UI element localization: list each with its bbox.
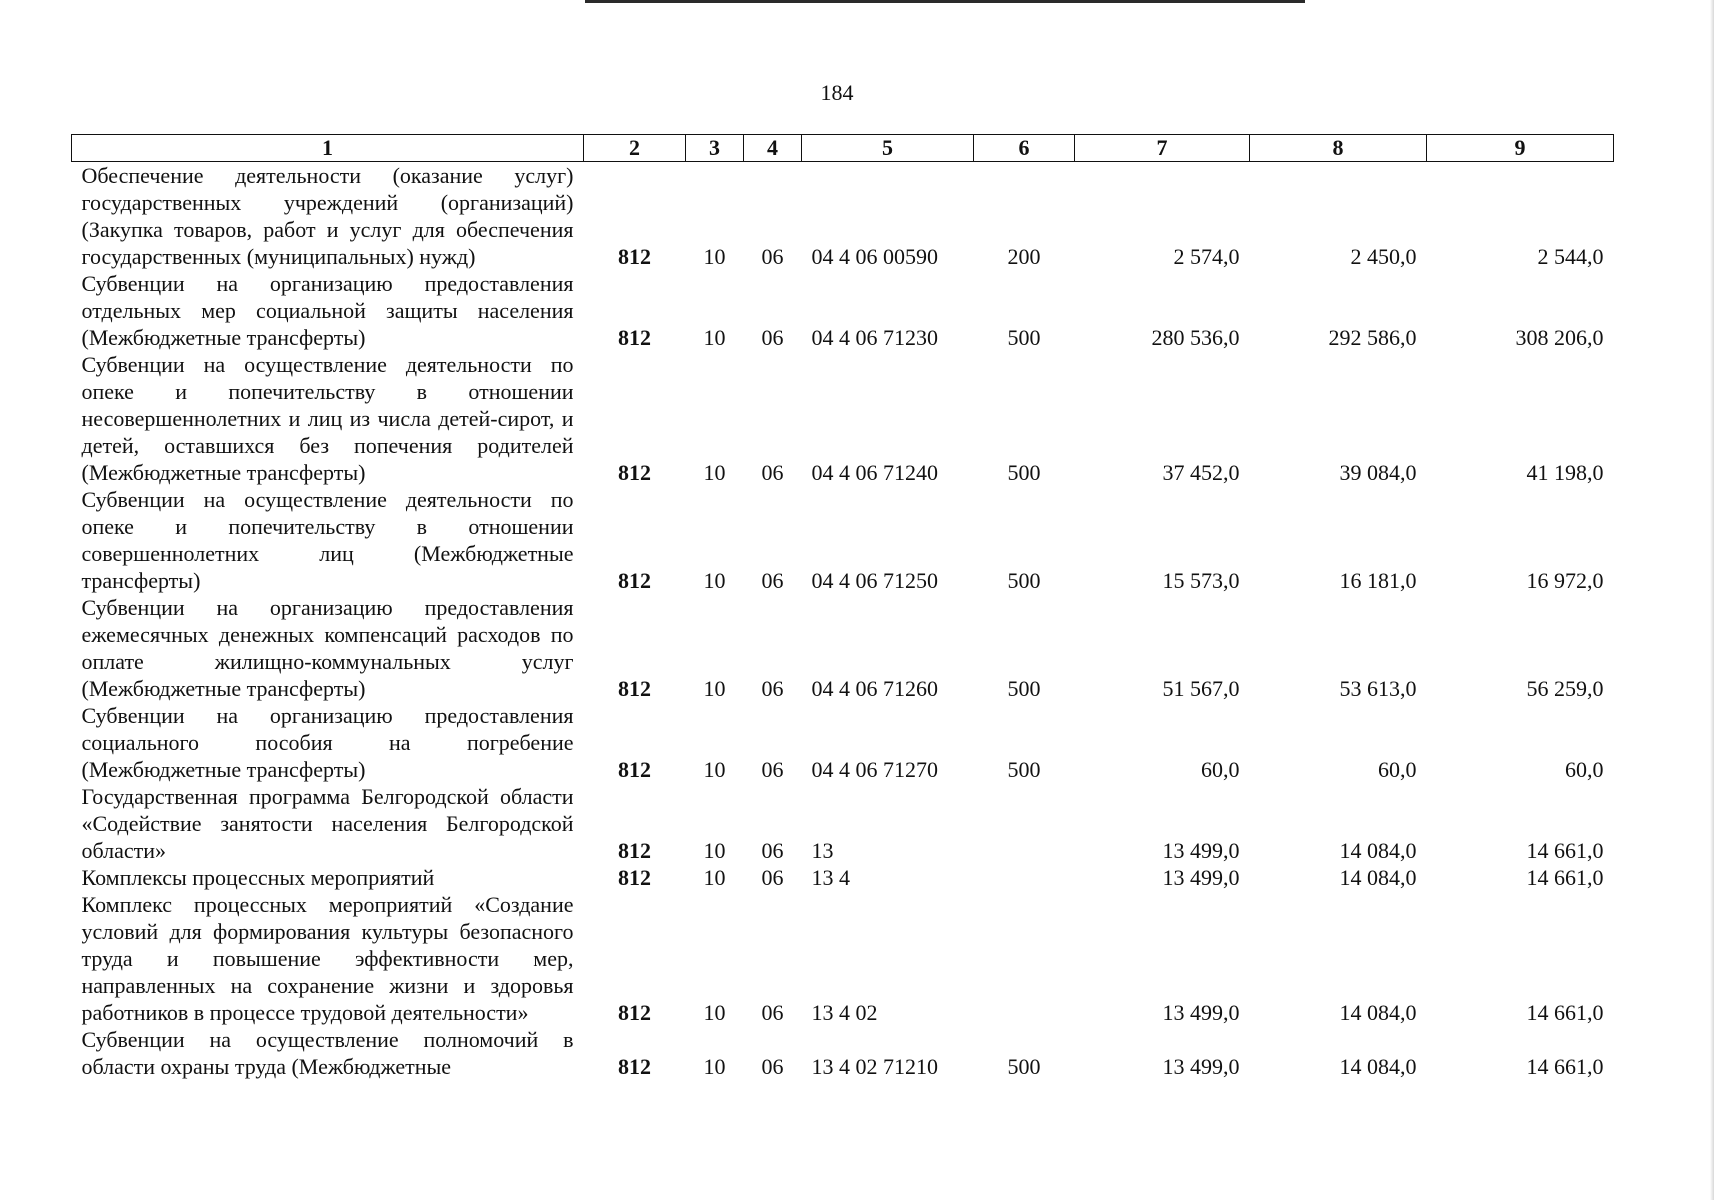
- table-row: [72, 864, 1614, 891]
- row-target-article: 04 4 06 71240: [811, 460, 938, 485]
- row-expense-type: 500: [1007, 568, 1041, 593]
- row-section: 10: [703, 568, 726, 593]
- row-description: Субвенции на осуществление деятельности по опеке и попечительству в отношении несовершеннолетних и лиц из числа детей-сирот, и детей, оставшихся без попечения родителей (Межбюджетные трансферты): [81, 352, 574, 485]
- row-amount-col8: 16 181,0: [1339, 568, 1417, 593]
- scan-right-edge: [1710, 0, 1714, 1200]
- row-section: 10: [703, 244, 726, 269]
- row-target-article: 04 4 06 00590: [811, 244, 938, 269]
- row-amount-col9: 16 972,0: [1526, 568, 1604, 593]
- column-header-6: 6: [974, 135, 1075, 162]
- row-amount-col9: 56 259,0: [1526, 676, 1604, 701]
- row-subsection: 06: [761, 460, 784, 485]
- row-amount-col8: 53 613,0: [1339, 676, 1417, 701]
- row-section: 10: [703, 460, 726, 485]
- column-header-7: 7: [1075, 135, 1250, 162]
- row-gr-code: 812: [618, 838, 651, 863]
- row-target-article: 04 4 06 71230: [811, 325, 938, 350]
- row-amount-col8: 60,0: [1378, 757, 1417, 782]
- row-gr-code: 812: [618, 1000, 651, 1025]
- row-gr-code: 812: [618, 460, 651, 485]
- row-amount-col7: 13 499,0: [1162, 1000, 1240, 1025]
- row-target-article: 13 4: [811, 865, 850, 890]
- row-gr-code: 812: [618, 757, 651, 782]
- row-amount-col8: 14 084,0: [1339, 1000, 1417, 1025]
- table-row: [72, 783, 1614, 864]
- row-description: Субвенции на организацию предоставления ежемесячных денежных компенсаций расходов по оплате жилищно-коммунальных услуг (Межбюджетные трансферты): [81, 595, 574, 701]
- row-subsection: 06: [761, 1000, 784, 1025]
- row-expense-type: 500: [1007, 325, 1041, 350]
- row-amount-col7: 13 499,0: [1162, 838, 1240, 863]
- table-row: [72, 594, 1614, 702]
- row-amount-col8: 2 450,0: [1350, 244, 1417, 269]
- column-header-4: 4: [744, 135, 802, 162]
- row-section: 10: [703, 838, 726, 863]
- row-description: Субвенции на осуществление полномочий в области охраны труда (Межбюджетные: [81, 1027, 574, 1079]
- row-amount-col7: 2 574,0: [1173, 244, 1240, 269]
- row-amount-col9: 41 198,0: [1526, 460, 1604, 485]
- row-amount-col9: 308 206,0: [1515, 325, 1604, 350]
- row-amount-col9: 14 661,0: [1526, 838, 1604, 863]
- row-amount-col8: 14 084,0: [1339, 865, 1417, 890]
- row-gr-code: 812: [618, 568, 651, 593]
- row-description: Комплексы процессных мероприятий: [81, 865, 435, 890]
- row-subsection: 06: [761, 325, 784, 350]
- column-header-9: 9: [1427, 135, 1614, 162]
- row-target-article: 13 4 02 71210: [811, 1054, 938, 1079]
- row-expense-type: 200: [1007, 244, 1041, 269]
- table-row: [72, 162, 1614, 271]
- row-expense-type: [974, 783, 1075, 864]
- table-row: [72, 891, 1614, 1026]
- row-description: Комплекс процессных мероприятий «Создание условий для формирования культуры безопасного труда и повышение эффективности мер, направленных на сохранение жизни и здоровья работников в процессе трудовой деятельности»: [81, 892, 574, 1025]
- table-header-row: [72, 135, 1614, 162]
- row-section: 10: [703, 865, 726, 890]
- row-description: Обеспечение деятельности (оказание услуг) государственных учреждений (организаций) (Закупка товаров, работ и услуг для обеспечения государственных (муниципальных) нужд): [81, 163, 574, 269]
- row-description: Субвенции на осуществление деятельности по опеке и попечительству в отношении совершеннолетних лиц (Межбюджетные трансферты): [81, 487, 574, 593]
- row-expense-type: [974, 864, 1075, 891]
- row-amount-col8: 14 084,0: [1339, 1054, 1417, 1079]
- column-header-5: 5: [802, 135, 974, 162]
- column-header-1: 1: [72, 135, 584, 162]
- table-row: [72, 702, 1614, 783]
- row-amount-col8: 39 084,0: [1339, 460, 1417, 485]
- row-gr-code: 812: [618, 244, 651, 269]
- row-expense-type: 500: [1007, 460, 1041, 485]
- row-subsection: 06: [761, 244, 784, 269]
- row-subsection: 06: [761, 568, 784, 593]
- row-target-article: 04 4 06 71250: [811, 568, 938, 593]
- row-amount-col9: 14 661,0: [1526, 1054, 1604, 1079]
- row-amount-col7: 37 452,0: [1162, 460, 1240, 485]
- row-subsection: 06: [761, 838, 784, 863]
- row-target-article: 04 4 06 71260: [811, 676, 938, 701]
- row-amount-col7: 60,0: [1201, 757, 1240, 782]
- row-amount-col7: 13 499,0: [1162, 1054, 1240, 1079]
- row-target-article: 04 4 06 71270: [811, 757, 938, 782]
- row-subsection: 06: [761, 676, 784, 701]
- row-amount-col7: 13 499,0: [1162, 865, 1240, 890]
- row-amount-col7: 15 573,0: [1162, 568, 1240, 593]
- row-gr-code: 812: [618, 1054, 651, 1079]
- row-amount-col8: 292 586,0: [1328, 325, 1417, 350]
- row-expense-type: 500: [1007, 757, 1041, 782]
- row-amount-col8: 14 084,0: [1339, 838, 1417, 863]
- row-amount-col7: 51 567,0: [1162, 676, 1240, 701]
- row-expense-type: [974, 891, 1075, 1026]
- row-amount-col9: 2 544,0: [1537, 244, 1604, 269]
- row-subsection: 06: [761, 757, 784, 782]
- row-description: Субвенции на организацию предоставления социального пособия на погребение (Межбюджетные трансферты): [81, 703, 574, 782]
- column-header-8: 8: [1250, 135, 1427, 162]
- table-row: [72, 486, 1614, 594]
- row-target-article: 13: [811, 838, 834, 863]
- row-section: 10: [703, 676, 726, 701]
- row-target-article: 13 4 02: [811, 1000, 878, 1025]
- page-number: 184: [820, 80, 854, 105]
- row-gr-code: 812: [618, 325, 651, 350]
- row-subsection: 06: [761, 865, 784, 890]
- column-header-2: 2: [584, 135, 686, 162]
- table-row: [72, 351, 1614, 486]
- row-description: Субвенции на организацию предоставления отдельных мер социальной защиты населения (Межбюджетные трансферты): [81, 271, 574, 350]
- row-gr-code: 812: [618, 865, 651, 890]
- column-header-3: 3: [686, 135, 744, 162]
- row-section: 10: [703, 1054, 726, 1079]
- row-gr-code: 812: [618, 676, 651, 701]
- row-expense-type: 500: [1007, 676, 1041, 701]
- row-amount-col9: 14 661,0: [1526, 1000, 1604, 1025]
- row-subsection: 06: [761, 1054, 784, 1079]
- scan-top-edge: [585, 0, 1305, 3]
- row-expense-type: 500: [1007, 1054, 1041, 1079]
- row-section: 10: [703, 325, 726, 350]
- row-amount-col9: 60,0: [1565, 757, 1604, 782]
- row-section: 10: [703, 757, 726, 782]
- budget-table: [71, 134, 1614, 1080]
- row-section: 10: [703, 1000, 726, 1025]
- table-row: [72, 270, 1614, 351]
- table-row: [72, 1026, 1614, 1080]
- row-description: Государственная программа Белгородской области «Содействие занятости населения Белгородской области»: [81, 784, 574, 863]
- row-amount-col7: 280 536,0: [1151, 325, 1240, 350]
- row-amount-col9: 14 661,0: [1526, 865, 1604, 890]
